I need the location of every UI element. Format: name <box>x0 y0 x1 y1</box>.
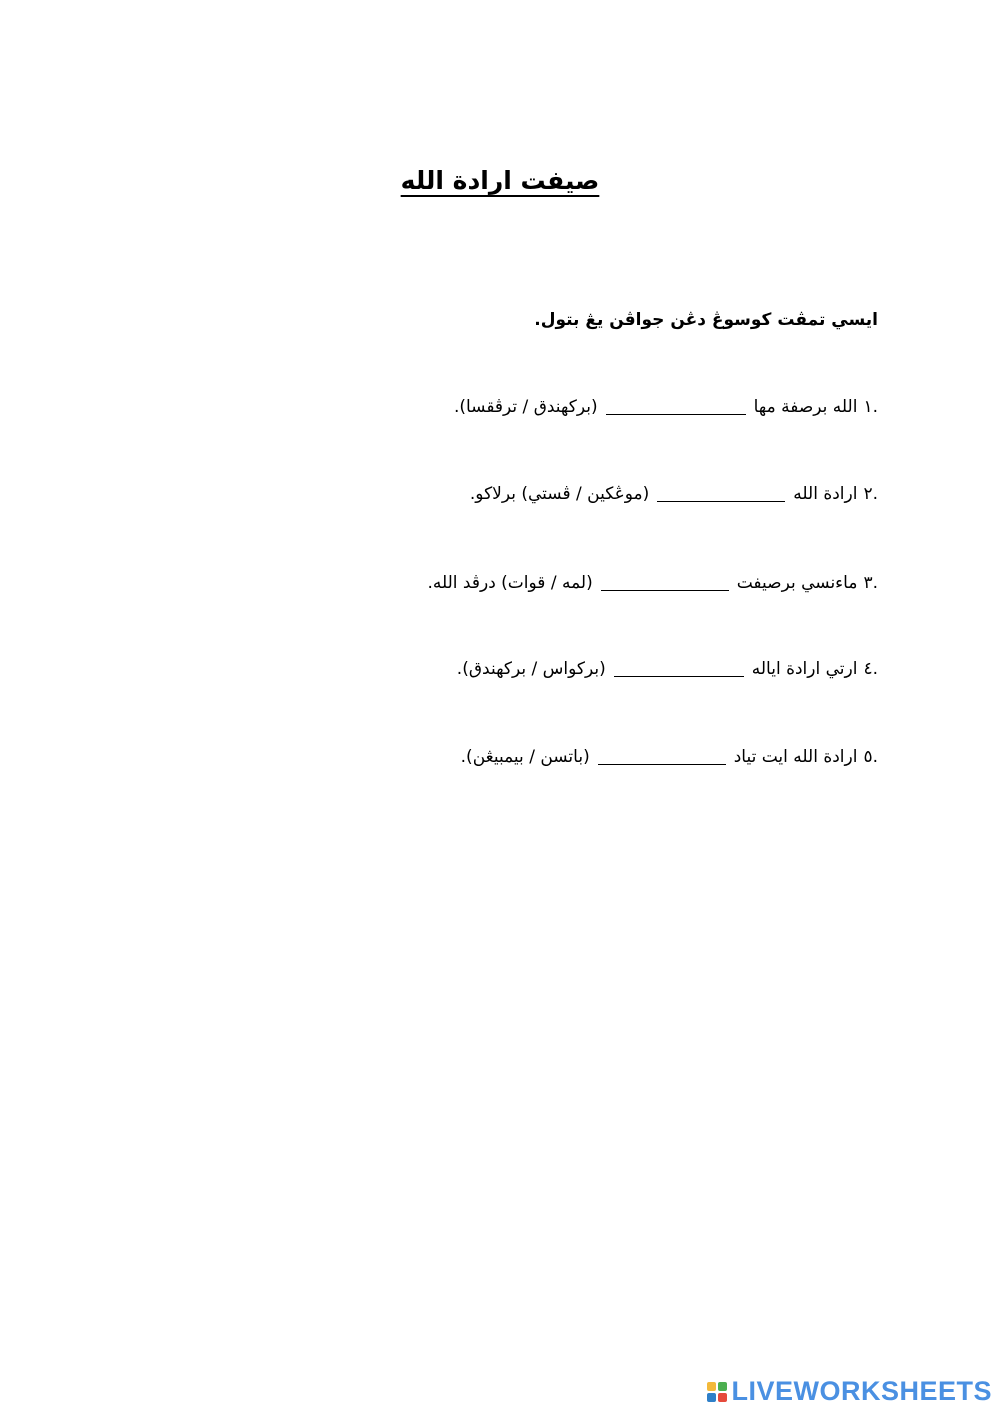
question-2 <box>470 484 878 504</box>
liveworksheets-brand <box>707 1376 992 1407</box>
question-options: (باتسن / بيمبيڠن). <box>460 747 590 767</box>
answer-blank[interactable] <box>614 675 744 677</box>
liveworksheets-wordmark: LIVEWORKSHEETS <box>731 1376 992 1406</box>
question-options: (بركهندق / ترڤقسا). <box>453 397 598 417</box>
question-4 <box>457 659 878 679</box>
question-text-before: ارادة الله <box>793 484 858 504</box>
answer-blank[interactable] <box>598 763 726 765</box>
answer-blank[interactable] <box>601 589 729 591</box>
question-text-before: ارتي ارادة اياله <box>751 659 858 679</box>
logo-square-blue <box>707 1393 716 1402</box>
question-number: .٥ <box>863 747 878 767</box>
question-1 <box>454 397 878 417</box>
question-3 <box>427 573 878 593</box>
logo-square-yellow <box>707 1382 716 1391</box>
page-title-text: صيفت ارادة الله <box>400 166 600 195</box>
instruction-text: ايسي تمڤت كوسوڠ دڠن جواڤن يڠ بتول. <box>534 310 878 330</box>
logo-square-red <box>718 1393 727 1402</box>
question-number: .١ <box>863 397 878 417</box>
question-text-before: ارادة الله ايت تياد <box>733 747 858 767</box>
answer-blank[interactable] <box>606 413 746 415</box>
question-options: (لمه / قوات) درڤد الله. <box>427 573 593 593</box>
answer-blank[interactable] <box>657 500 785 502</box>
liveworksheets-logo-icon <box>707 1382 727 1402</box>
question-number: .٤ <box>863 659 878 679</box>
logo-square-green <box>718 1382 727 1391</box>
question-text-before: الله برصفة مها <box>753 397 858 417</box>
question-number: .٣ <box>863 573 878 593</box>
question-options: (موڠكين / ڤستي) برلاكو. <box>469 484 650 504</box>
page-title <box>0 166 1000 195</box>
question-5 <box>461 747 878 767</box>
question-options: (بركواس / بركهندق). <box>456 659 606 679</box>
question-number: .٢ <box>863 484 878 504</box>
question-text-before: ماءنسي برصيفت <box>736 573 858 593</box>
